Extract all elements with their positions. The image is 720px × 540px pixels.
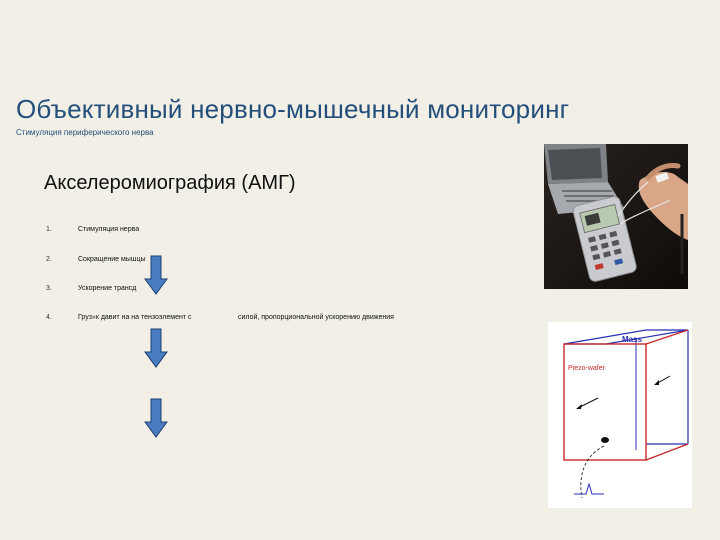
step-text: Сокращение мышцы [78, 256, 146, 263]
mass-label: Mass [622, 335, 643, 344]
down-arrow-icon [144, 328, 168, 368]
down-arrow-icon [144, 398, 168, 438]
step-number: 3. [46, 285, 52, 292]
section-heading: Акселеромиография (АМГ) [44, 172, 296, 194]
step-number: 4. [46, 314, 52, 321]
step-number: 2. [46, 256, 52, 263]
step-text: Стимуляция нерва [78, 226, 140, 233]
acceleromyograph-device-photo [544, 144, 688, 289]
step-number: 1. [46, 226, 52, 233]
step-text: Ускорение трансд [78, 285, 137, 292]
step-text-continued: силой, пропорциональной ускорению движения [238, 314, 394, 321]
down-arrow-icon [144, 255, 168, 295]
step-text: Груз»к давит на на тензоэлемент с [78, 314, 192, 321]
piezo-wafer-label: Piezo-wafer [568, 365, 605, 372]
slide-subtitle: Стимуляция периферического нерва [16, 128, 154, 137]
piezo-mass-diagram [548, 322, 692, 508]
slide-title: Объективный нервно-мышечный мониторинг [16, 94, 570, 124]
